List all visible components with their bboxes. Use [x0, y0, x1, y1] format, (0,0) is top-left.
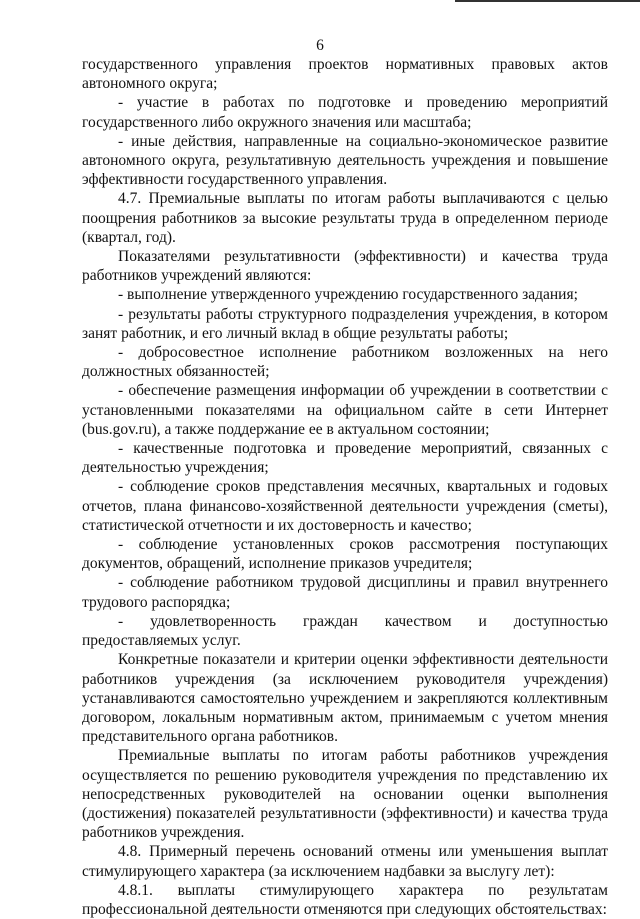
indicators-intro: Показателями результативности (эффективности) и качества труда работников учреждений являются:	[82, 248, 608, 285]
list-item-satisfaction: - удовлетворенность граждан качеством и доступностью предоставляемых услуг.	[82, 612, 608, 650]
list-item-state-task: - выполнение утвержденного учреждению государственного задания;	[118, 286, 578, 304]
list-item-website-info: - обеспечение размещения информации об учреждении в соответствии с установленными показателями на официальном сайте в сети Интернет (bus.gov.ru), а также поддержание ее в актуальном состоянии;	[82, 382, 608, 438]
clause-4-7: 4.7. Премиальные выплаты по итогам работы выплачиваются с целью поощрения работников за высокие результаты труда в определенном периоде (квартал, год).	[82, 190, 608, 246]
paragraph-continuation: государственного управления проектов нормативных правовых актов автономного округа;	[82, 56, 608, 93]
list-item-discipline: - соблюдение работником трудовой дисциплины и правил внутреннего трудового распорядка;	[82, 574, 608, 611]
criteria-paragraph: Конкретные показатели и критерии оценки эффективности деятельности работников учреждения (за исключением руководителя учреждения) устанавливаются самостоятельно учреждением и закрепляются коллективным договором, локальным нормативным актом, принимаемым с учетом мнения представительного органа работников.	[82, 651, 608, 746]
list-item-unit-results: - результаты работы структурного подразделения учреждения, в котором занят работник, и его личный вклад в общие результаты работы;	[82, 305, 608, 342]
list-item-events: - качественные подготовка и проведение мероприятий, связанных с деятельностью учреждения;	[82, 440, 608, 477]
bonus-decision-paragraph: Премиальные выплаты по итогам работы работников учреждения осуществляется по решению руководителя учреждения по представлению их непосредственных руководителей на основании оценки выполнения (достижения) показателей результативности (эффективности) и качества труда работников учреждения.	[82, 747, 608, 842]
clause-4-8-1: 4.8.1. выплаты стимулирующего характера по результатам профессиональной деятельности отменяются при следующих обстоятельствах:	[82, 881, 608, 918]
clause-4-8: 4.8. Примерный перечень оснований отмены или уменьшения выплат стимулирующего характера (за исключением надбавки за выслугу лет):	[82, 843, 608, 880]
list-item-other-actions: - иные действия, направленные на социально-экономическое развитие автономного округа, результативную деятельность учреждения и повышение эффективности государственного управления.	[82, 132, 608, 189]
top-edge-rule	[455, 0, 640, 2]
list-item-reporting: - соблюдение сроков представления месячных, квартальных и годовых отчетов, плана финансово-хозяйственной деятельности учреждения (сметы), статистической отчетности и их достоверность и качество;	[82, 478, 608, 534]
list-item-participation: - участие в работах по подготовке и проведению мероприятий государственного либо окружного значения или масштаба;	[82, 94, 608, 131]
page-number: 6	[316, 37, 324, 54]
document-body	[82, 55, 608, 919]
list-item-duties: - добросовестное исполнение работником возложенных на него должностных обязанностей;	[82, 344, 608, 381]
list-item-documents: - соблюдение установленных сроков рассмотрения поступающих документов, обращений, исполнение приказов учредителя;	[82, 536, 608, 573]
